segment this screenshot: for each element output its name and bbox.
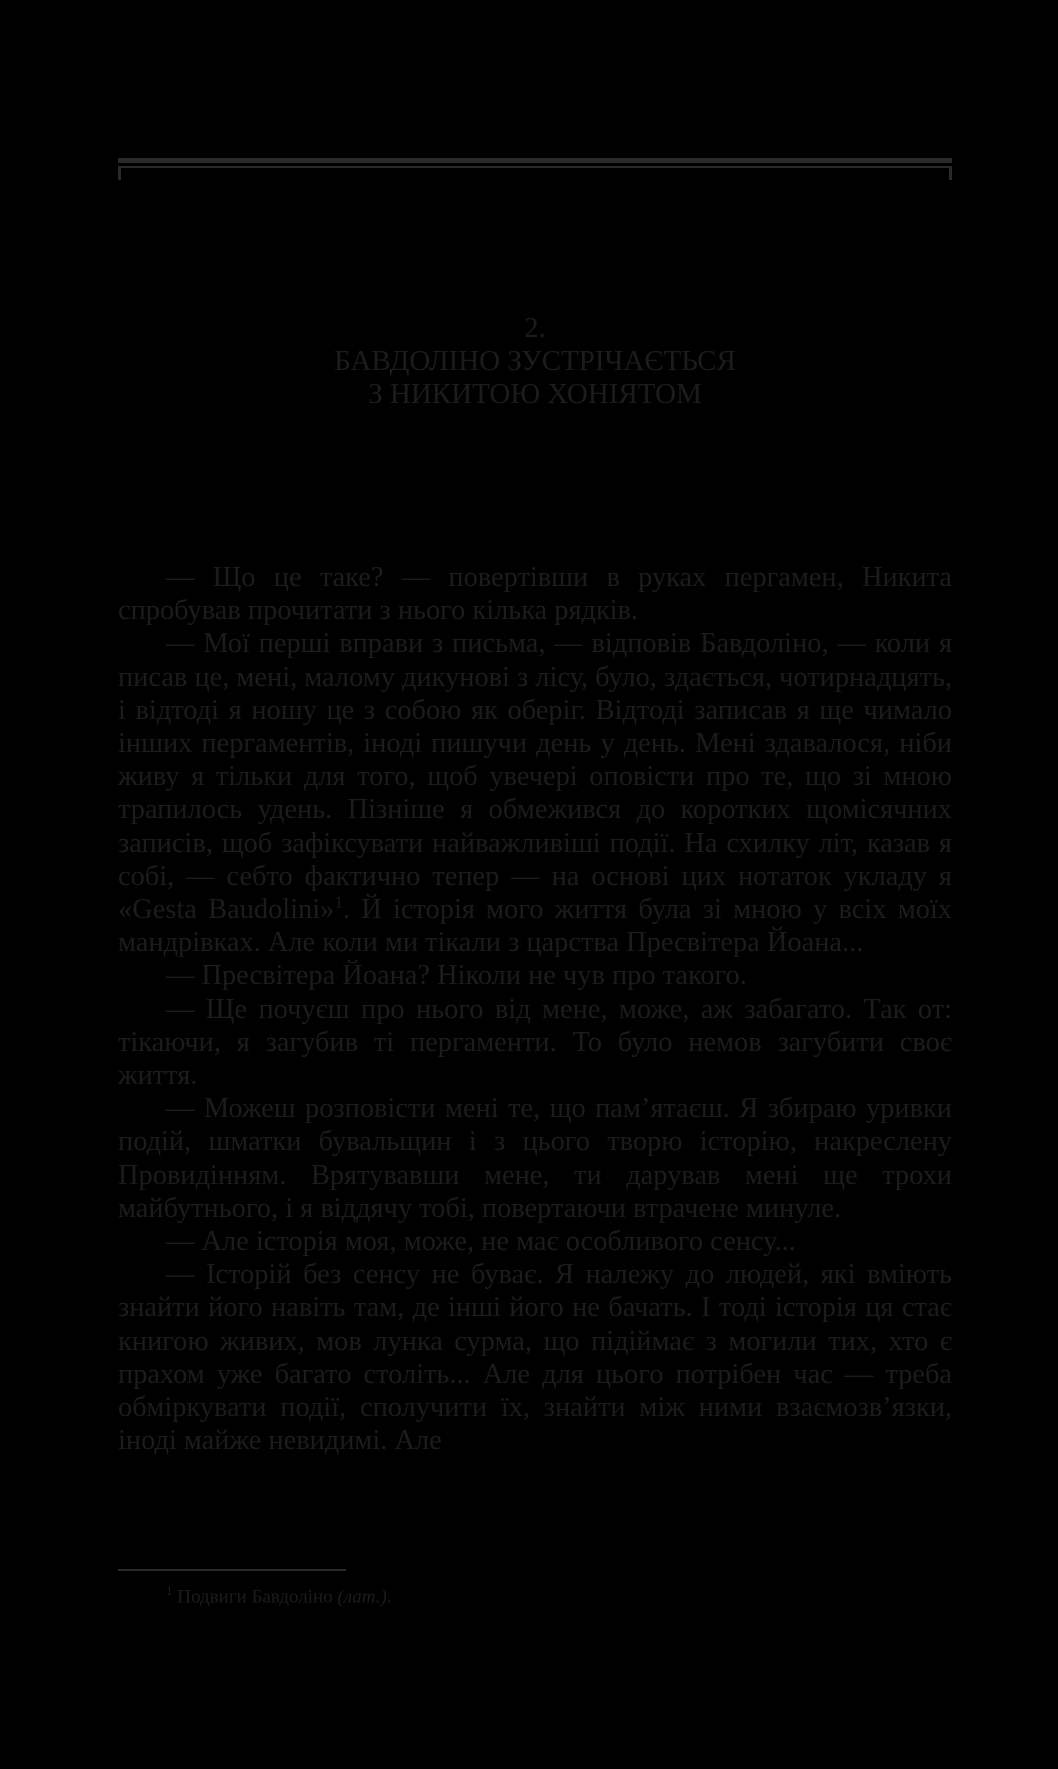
paragraph: — Пресвітера Йоана? Ніколи не чув про такого.: [166, 960, 747, 992]
footnote: [166, 1580, 392, 1608]
footnote-rule: [118, 1569, 346, 1571]
footnote-text: Подвиги Бавдоліно: [172, 1586, 338, 1608]
paragraph: — Але історія моя, може, не має особливого сенсу...: [166, 1226, 796, 1258]
footnote-language: (лат.): [337, 1586, 387, 1608]
paragraph: — Можеш розповісти мені те, що пам’ятаєш. Я збираю уривки подій, шматки бувальщин і з цього творю історію, накреслену Провидінням. Врятувавши мене, ти дарував мені ще трохи майбутнього, і я віддячу тобі, повертаючи втрачене минуле.: [118, 1093, 952, 1224]
chapter-heading: [118, 312, 952, 411]
header-rule: [118, 158, 952, 180]
paragraph: — Історій без сенсу не буває. Я належу до людей, які вміють знайти його навіть там, де інші його не бачать. І тоді історія ця стає книгою живих, мов лунка сурма, що підіймає з могили тих, хто є прахом уже багато століть... Але для цього потрібен час — треба обміркувати події, сполучити їх, знайти між ними взаємозв’язки, іноді майже невидимі. Але: [118, 1259, 952, 1457]
paragraph: — Ще почуєш про нього від мене, може, аж забагато. Так от: тікаючи, я загубив ті пергаменти. То було немов загубити своє життя.: [118, 993, 952, 1092]
footnote-end: .: [386, 1586, 392, 1608]
footnote-marker: 1: [166, 1583, 173, 1598]
header-rule-left-tick: [118, 166, 121, 180]
paragraph: — Що це таке? — повертівши в руках пергамен, Никита спробував прочитати з нього кілька рядків.: [118, 562, 952, 627]
chapter-number: 2.: [524, 312, 546, 344]
header-rule-thin: [118, 166, 952, 168]
chapter-title-line-1: БАВДОЛІНО ЗУСТРІЧАЄТЬСЯ: [334, 345, 736, 377]
header-rule-thick: [118, 158, 952, 163]
paragraph-text: — Мої перші вправи з письма, — відповів Бавдоліно, — коли я писав це, мені, малому дикунові з лісу, було, здається, чотирнадцять, і відтоді я ношу це з собою як оберіг. Відтоді записав я ще чимало інших пергаментів, іноді пишучи день у день. Мені здавалося, ніби живу я тільки для того, щоб увечері оповісти про те, що зі мною трапилось удень. Пізніше я обмежився до коротких щомісячних записів, щоб зафіксувати найважливіші події. На схилку літ, казав я собі, — себто фактично тепер — на основі цих нотаток укладу я «Gesta Baudolini»: [118, 628, 952, 926]
paragraph-text: . Й історія мого життя була зі мною у всіх моїх мандрівках. Але коли ми тікали з царства Пресвітера Йоана...: [118, 894, 952, 959]
body-text: [118, 561, 952, 1457]
paragraph: [118, 627, 952, 959]
chapter-title-line-2: З НИКИТОЮ ХОНІЯТОМ: [368, 378, 702, 410]
footnote-reference: 1: [334, 892, 343, 912]
header-rule-right-tick: [949, 166, 952, 180]
